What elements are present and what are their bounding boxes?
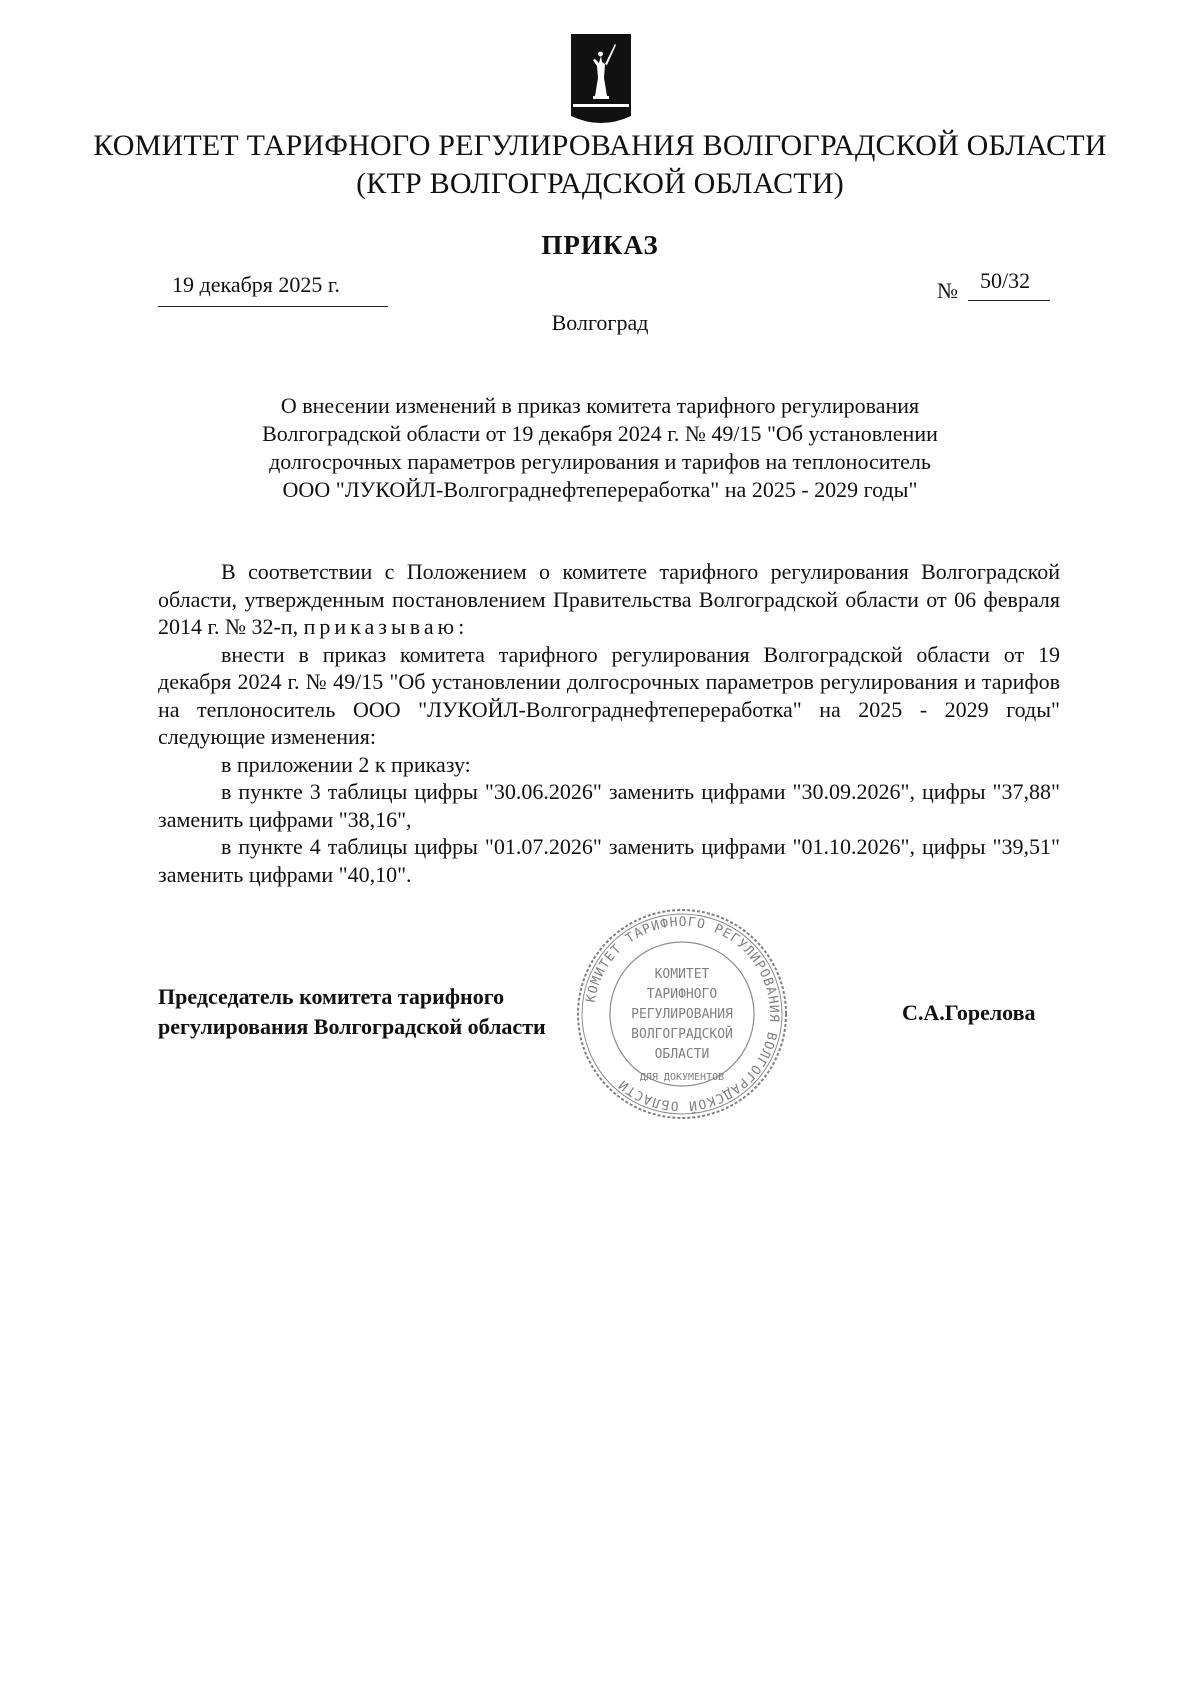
- body-paragraph-item3: в пункте 3 таблицы цифры "30.06.2026" заменить цифрами "30.09.2026", цифры "37,88" заменить цифрами "38,16",: [158, 779, 1060, 832]
- document-type: ПРИКАЗ: [541, 230, 659, 260]
- order-body: [158, 558, 1060, 888]
- order-city: Волгоград: [551, 310, 649, 335]
- signer-title-line: Председатель комитета тарифного: [158, 984, 505, 1009]
- order-directive-word: приказываю:: [303, 614, 469, 639]
- number-underline: [968, 300, 1050, 301]
- signer-name: С.А.Горелова: [902, 1000, 1036, 1025]
- subject-line: ООО "ЛУКОЙЛ-Волгограднефтепереработка" на 2025 - 2029 годы": [282, 477, 918, 502]
- preamble-text: В соответствии с Положением о комитете тарифного регулирования Волгоградской области, утвержденным постановлением Правительства Волгоградской области от 06 февраля 2014 г. № 32-п,: [158, 559, 1060, 639]
- order-number-sign: №: [937, 278, 958, 303]
- stamp-inner-text: ОБЛАСТИ: [654, 1047, 710, 1062]
- signer-title: [158, 982, 546, 1042]
- body-paragraph-item4: в пункте 4 таблицы цифры "01.07.2026" заменить цифрами "01.10.2026", цифры "39,51" заменить цифрами "40,10".: [158, 834, 1060, 887]
- subject-line: О внесении изменений в приказ комитета тарифного регулирования: [280, 393, 920, 418]
- stamp-inner-text: ТАРИФНОГО: [646, 987, 718, 1002]
- order-number: 50/32: [980, 268, 1031, 293]
- body-paragraph-appendix: в приложении 2 к приказу:: [221, 751, 471, 777]
- organization-name: КОМИТЕТ ТАРИФНОГО РЕГУЛИРОВАНИЯ ВОЛГОГРАДСКОЙ ОБЛАСТИ: [93, 129, 1107, 162]
- date-underline: [158, 306, 388, 307]
- order-subject: [200, 392, 1000, 504]
- body-paragraph-change: внести в приказ комитета тарифного регулирования Волгоградской области от 19 декабря 2024 г. № 49/15 "Об установлении долгосрочных параметров регулирования и тарифов на теплоноситель ООО "ЛУКОЙЛ-Волгограднефтепереработка" на 2025 - 2029 годы" следующие изменения:: [158, 641, 1060, 749]
- body-paragraph-preamble: [158, 558, 1060, 641]
- stamp-inner-text: ВОЛГОГРАДСКОЙ: [631, 1027, 733, 1042]
- stamp-inner-text: РЕГУЛИРОВАНИЯ: [631, 1007, 733, 1022]
- subject-line: Волгоградской области от 19 декабря 2024 г. № 49/15 "Об установлении: [262, 421, 938, 446]
- stamp-bottom-text: ДЛЯ ДОКУМЕНТОВ: [639, 1072, 725, 1083]
- order-date: 19 декабря 2025 г.: [172, 272, 340, 297]
- signer-title-line: регулирования Волгоградской области: [158, 1014, 546, 1039]
- official-round-stamp-icon: [572, 904, 792, 1122]
- volgograd-coat-of-arms-icon: [571, 34, 631, 126]
- stamp-inner-text: КОМИТЕТ: [654, 967, 710, 982]
- subject-line: долгосрочных параметров регулирования и тарифов на теплоноситель: [269, 449, 931, 474]
- stamp-outer-text: КОМИТЕТ ТАРИФНОГО РЕГУЛИРОВАНИЯ ВОЛГОГРАДСКОЙ ОБЛАСТИ: [583, 914, 782, 1114]
- organization-abbreviation: (КТР ВОЛГОГРАДСКОЙ ОБЛАСТИ): [356, 167, 844, 200]
